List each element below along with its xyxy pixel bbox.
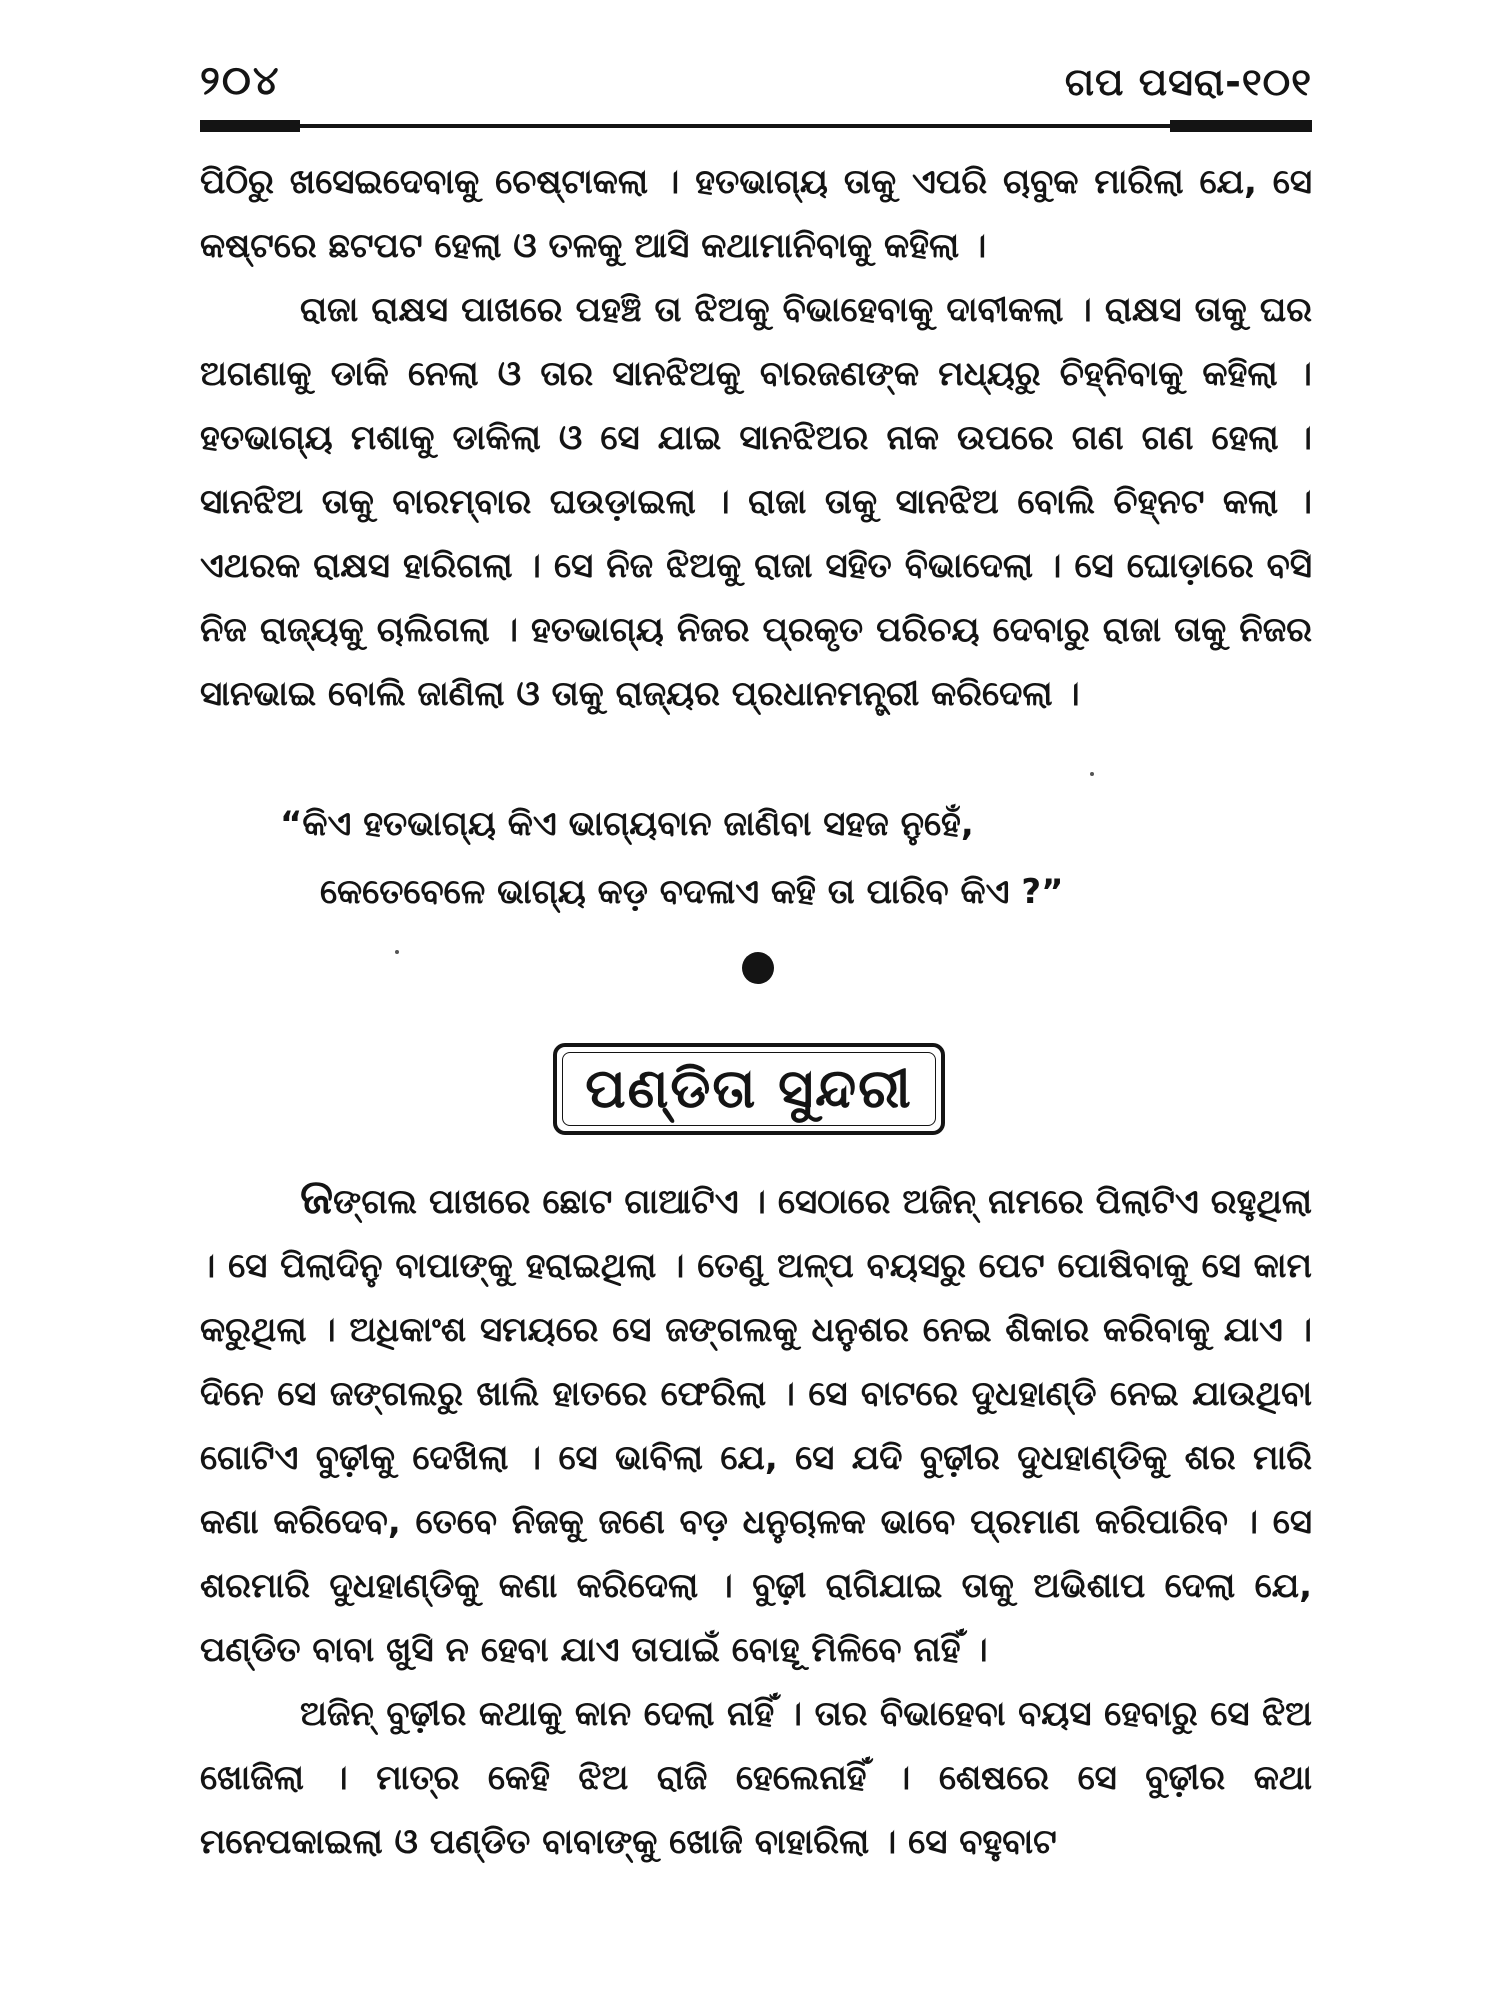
print-speck (395, 950, 399, 954)
section-separator-dot (742, 952, 774, 984)
story-title: ପଣ୍ଡିତା ସୁନ୍ଦରୀ (585, 1057, 913, 1120)
quote-line-2: କେତେବେଳେ ଭାଗ୍ୟ କଡ଼ ବଦଳାଏ କହି ତା ପାରିବ କିଏ ?” (320, 872, 1064, 912)
previous-story-ending (200, 150, 1312, 726)
page-header (200, 58, 1312, 118)
story-body (200, 1165, 1312, 1874)
story-title-box (553, 1043, 945, 1135)
paragraph (200, 1165, 1312, 1682)
paragraph-text: ଙ୍ଗଲ ପାଖରେ ଛୋଟ ଗାଆଟିଏ । ସେଠାରେ ଅଜିନ୍ ନାମରେ ପିଲାଟିଏ ରହୁଥିଲା । ସେ ପିଲାଦିନୁ ବାପାଙ୍କୁ ହରାଇଥିଲା । ତେଣୁ ଅଳ୍ପ ବୟସରୁ ପେଟ ପୋଷିବାକୁ ସେ କାମ କରୁଥିଲା । ଅଧିକାଂଶ ସମୟରେ ସେ ଜଙ୍ଗଲକୁ ଧନୁଶର ନେଇ ଶିକାର କରିବାକୁ ଯାଏ । ଦିନେ ସେ ଜଙ୍ଗଲରୁ ଖାଲି ହାତରେ ଫେରିଲା । ସେ ବାଟରେ ଦୁଧହାଣ୍ଡି ନେଇ ଯାଉଥିବା ଗୋଟିଏ ବୁଢ଼ୀକୁ ଦେଖିଲା । ସେ ଭାବିଲା ଯେ, ସେ ଯଦି ବୁଢ଼ୀର ଦୁଧହାଣ୍ଡିକୁ ଶର ମାରି କଣା କରିଦେବ, ତେବେ ନିଜକୁ ଜଣେ ବଡ଼ ଧନୁଚାଳକ ଭାବେ ପ୍ରମାଣ କରିପାରିବ । ସେ ଶରମାରି ଦୁଧହାଣ୍ଡିକୁ କଣା କରିଦେଲା । ବୁଢ଼ୀ ରାଗିଯାଇ ତାକୁ ଅଭିଶାପ ଦେଲା ଯେ, ପଣ୍ଡିତ ବାବା ଖୁସି ନ ହେବା ଯାଏ ତାପାଇଁ ବୋହୂ ମିଳିବେ ନାହିଁ । (200, 1182, 1312, 1670)
print-speck (1090, 772, 1094, 776)
header-rule (200, 124, 1312, 128)
page-number: ୨୦୪ (200, 58, 281, 104)
header-rule-right-bar (1170, 120, 1312, 132)
paragraph: ପିଠିରୁ ଖସେଇଦେବାକୁ ଚେଷ୍ଟାକଲା । ହତଭାଗ୍ୟ ତାକୁ ଏପରି ଚାବୁକ ମାରିଲା ଯେ, ସେ କଷ୍ଟରେ ଛଟପଟ ହେଲା ଓ ତଳକୁ ଆସି କଥାମାନିବାକୁ କହିଲା । (200, 162, 1312, 266)
paragraph: ରାଜା ରାକ୍ଷସ ପାଖରେ ପହଞ୍ଚି ତା ଝିଅକୁ ବିଭାହେବାକୁ ଦାବୀକଲା । ରାକ୍ଷସ ତାକୁ ଘର ଅଗଣାକୁ ଡାକି ନେଲା ଓ ତାର ସାନଝିଅକୁ ବାରଜଣଙ୍କ ମଧ୍ୟରୁ ଚିହ୍ନିବାକୁ କହିଲା । ହତଭାଗ୍ୟ ମଶାକୁ ଡାକିଲା ଓ ସେ ଯାଇ ସାନଝିଅର ନାକ ଉପରେ ଗଣ ଗଣ ହେଲା । ସାନଝିଅ ତାକୁ ବାରମ୍ବାର ଘଉଡ଼ାଇଲା । ରାଜା ତାକୁ ସାନଝିଅ ବୋଲି ଚିହ୍ନଟ କଲା । ଏଥରକ ରାକ୍ଷସ ହାରିଗଲା । ସେ ନିଜ ଝିଅକୁ ରାଜା ସହିତ ବିଭାଦେଲା । ସେ ଘୋଡ଼ାରେ ବସି ନିଜ ରାଜ୍ୟକୁ ଚାଲିଗଲା । ହତଭାଗ୍ୟ ନିଜର ପ୍ରକୃତ ପରିଚୟ ଦେବାରୁ ରାଜା ତାକୁ ନିଜର ସାନଭାଇ ବୋଲି ଜାଣିଲା ଓ ତାକୁ ରାଜ୍ୟର ପ୍ରଧାନମନ୍ତ୍ରୀ କରିଦେଲା । (200, 290, 1312, 714)
paragraph: ଅଜିନ୍ ବୁଢ଼ୀର କଥାକୁ କାନ ଦେଲା ନାହିଁ । ତାର ବିଭାହେବା ବୟସ ହେବାରୁ ସେ ଝିଅ ଖୋଜିଲା । ମାତ୍ର କେହି ଝିଅ ରାଜି ହେଲେନାହିଁ । ଶେଷରେ ସେ ବୁଢ଼ୀର କଥା ମନେପକାଇଲା ଓ ପଣ୍ଡିତ ବାବାଙ୍କୁ ଖୋଜି ବାହାରିଲା । ସେ ବହୁବାଟ (200, 1694, 1312, 1862)
drop-cap: ଜ (300, 1169, 334, 1225)
moral-quote (280, 790, 1280, 926)
header-rule-left-bar (200, 120, 300, 132)
quote-line-1: “କିଏ ହତଭାଗ୍ୟ କିଏ ଭାଗ୍ୟବାନ ଜାଣିବା ସହଜ ନୁହେଁ, (280, 804, 974, 844)
running-title: ଗପ ପସରା-୧୦୧ (1064, 60, 1312, 104)
